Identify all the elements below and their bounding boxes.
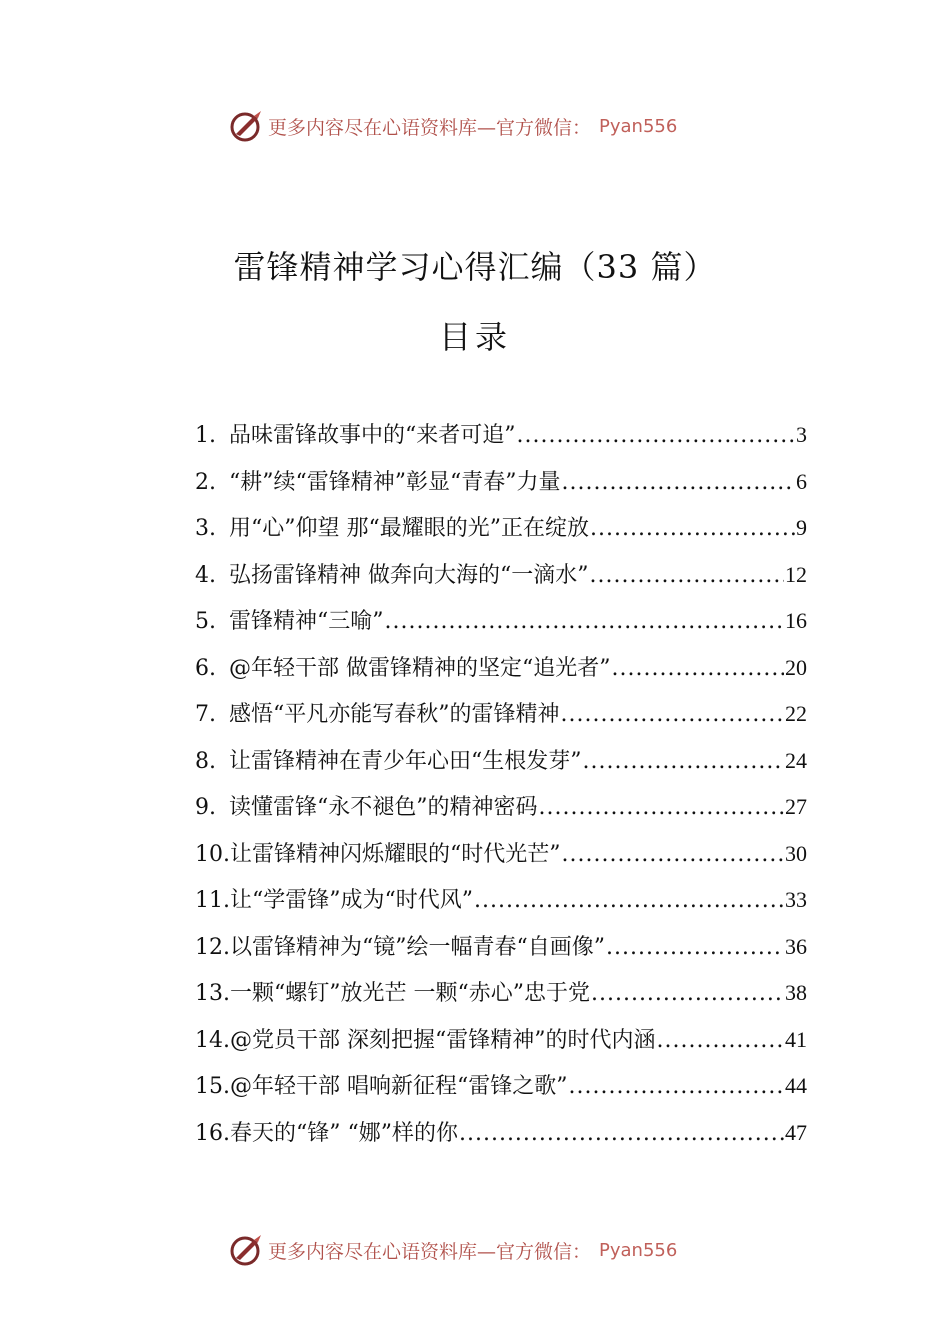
toc-entry[interactable] [195,418,807,465]
toc-entry[interactable] [195,558,807,605]
toc-entry-number: 15. [195,1074,230,1099]
toc-entry-number: 1. [195,423,216,448]
watermark-text: 更多内容尽在心语资料库—官方微信： [268,116,592,139]
toc-entry-title: 弘扬雷锋精神 做奔向大海的“一滴水” [229,562,589,588]
toc-entry-number: 16. [195,1120,230,1146]
watermark-handle: Pyan556 [599,1239,678,1261]
toc-entry-number: 2. [195,469,216,495]
toc-entry[interactable] [195,1023,807,1070]
toc-entry[interactable] [195,511,807,558]
toc-entry-number: 8. [195,748,216,774]
document-title: 雷锋精神学习心得汇编（33 篇） [233,248,717,286]
toc-entry-page: 33 [785,887,807,912]
toc-entry[interactable] [195,604,807,651]
toc-entry-page: 3 [796,422,807,447]
watermark-text: 更多内容尽在心语资料库—官方微信： [268,1240,592,1263]
toc-entry[interactable] [195,976,807,1023]
toc-entry-title: 春天的“锋” “娜”样的你 [230,1120,458,1146]
toc-entry-page: 38 [785,980,807,1005]
toc-entry-page: 16 [785,608,807,633]
toc-entry-title: 让“学雷锋”成为“时代风” [230,888,473,913]
toc-leader-dots [561,702,785,727]
watermark-handle: Pyan556 [599,115,678,137]
toc-entry[interactable] [195,1069,807,1116]
toc-leader-dots [583,749,785,774]
toc-leader-dots [569,1074,785,1099]
toc-entry-number: 12. [195,934,230,960]
toc-leader-dots [591,981,784,1006]
table-of-contents [195,418,807,1162]
toc-entry[interactable] [195,837,807,884]
toc-entry-title: 品味雷锋故事中的“来者可追” [229,423,516,448]
toc-entry-title: @年轻干部 唱响新征程“雷锋之歌” [230,1074,568,1099]
toc-entry[interactable] [195,697,807,744]
toc-entry-title: 感悟“平凡亦能写春秋”的雷锋精神 [229,702,560,727]
toc-entry-page: 22 [785,701,807,726]
toc-entry-title: 让雷锋精神在青少年心田“生根发芽” [229,748,582,774]
toc-leader-dots [459,1121,784,1146]
toc-entry-title: 读懂雷锋“永不褪色”的精神密码 [229,795,538,820]
watermark-header [228,108,677,144]
toc-entry-number: 7. [195,702,216,727]
toc-entry-number: 9. [195,795,216,820]
toc-entry-page: 24 [785,747,807,773]
toc-entry-title: @年轻干部 做雷锋精神的坚定“追光者” [229,655,611,681]
toc-entry-number: 5. [195,609,216,634]
toc-leader-dots [385,609,785,634]
pen-logo-icon [228,1232,264,1268]
toc-entry[interactable] [195,465,807,512]
toc-entry-title: 雷锋精神“三喻” [229,609,384,634]
toc-entry[interactable] [195,930,807,977]
toc-entry-page: 30 [785,840,807,866]
toc-entry-number: 13. [195,981,230,1006]
toc-entry[interactable] [195,744,807,791]
toc-entry-page: 27 [785,794,807,819]
toc-entry-page: 36 [785,933,807,959]
pen-logo-icon [228,108,264,144]
toc-entry[interactable] [195,883,807,930]
toc-entry-number: 11. [195,888,230,913]
toc-entry-title: 以雷锋精神为“镜”绘一幅青春“自画像” [230,934,605,960]
toc-leader-dots [590,563,785,588]
toc-entry-number: 10. [195,841,230,867]
toc-entry-title: @党员干部 深刻把握“雷锋精神”的时代内涵 [230,1027,656,1053]
toc-leader-dots [657,1028,785,1053]
toc-entry[interactable] [195,651,807,698]
toc-entry-number: 3. [195,516,216,541]
toc-entry-title: “耕”续“雷锋精神”彰显“青春”力量 [229,469,561,495]
toc-entry-page: 20 [785,654,807,680]
toc-entry-page: 9 [796,515,807,540]
toc-entry-page: 41 [785,1026,807,1052]
toc-entry[interactable] [195,1116,807,1163]
toc-leader-dots [606,935,784,960]
toc-heading: 目录 [438,318,511,356]
toc-leader-dots [562,842,785,867]
toc-leader-dots [539,795,785,820]
watermark-footer [228,1232,677,1268]
toc-entry-title: 用“心”仰望 那“最耀眼的光”正在绽放 [229,516,589,541]
toc-entry-number: 6. [195,655,216,681]
toc-entry-page: 47 [785,1119,807,1145]
toc-leader-dots [590,516,795,541]
toc-leader-dots [612,656,785,681]
toc-entry-page: 44 [785,1073,807,1098]
toc-entry-number: 14. [195,1027,230,1053]
toc-entry-page: 12 [785,561,807,587]
toc-entry[interactable] [195,790,807,837]
toc-entry-title: 一颗“螺钉”放光芒 一颗“赤心”忠于党 [230,981,590,1006]
toc-leader-dots [474,888,784,913]
toc-leader-dots [561,470,795,495]
toc-entry-page: 6 [796,468,807,494]
toc-entry-title: 让雷锋精神闪烁耀眼的“时代光芒” [230,841,561,867]
toc-entry-number: 4. [195,562,216,588]
toc-leader-dots [517,423,796,448]
